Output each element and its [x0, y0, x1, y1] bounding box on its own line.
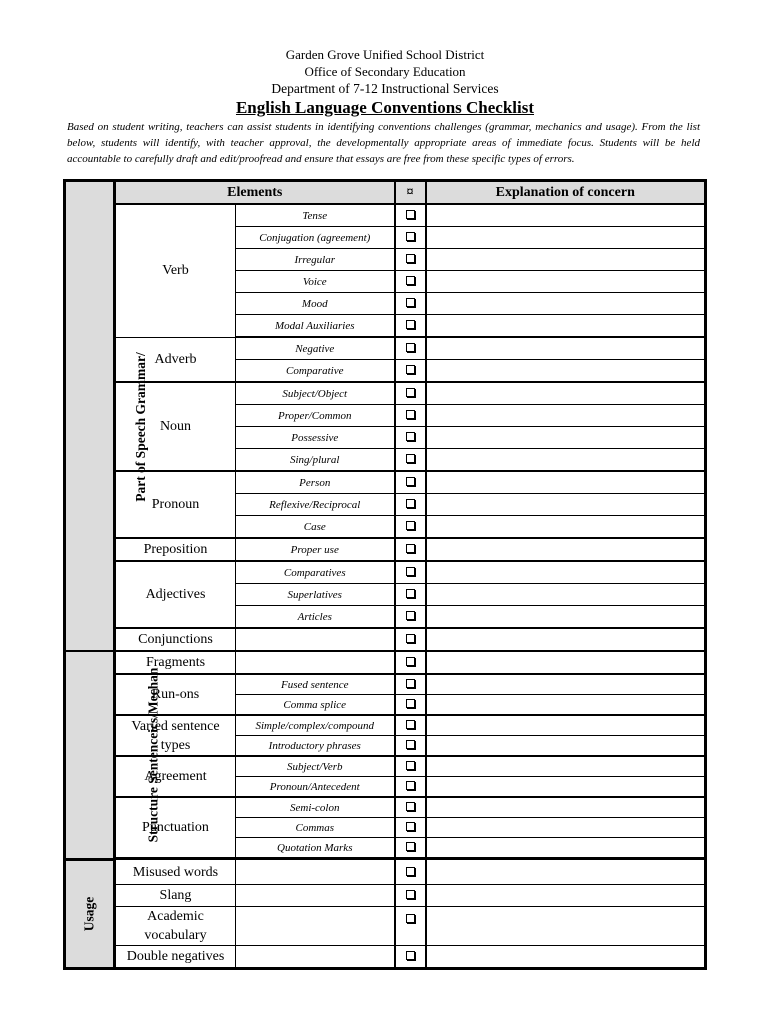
checkbox-icon: [406, 499, 415, 508]
sub-element: Proper/Common: [236, 405, 395, 427]
table-row: [65, 471, 706, 494]
sub-element: Conjugation (agreement): [236, 227, 395, 249]
element-adverb: Adverb: [115, 337, 236, 382]
checkbox[interactable]: [395, 227, 426, 249]
checkbox-icon: [406, 589, 415, 598]
checkbox[interactable]: [395, 885, 426, 907]
explanation-cell[interactable]: [426, 538, 706, 561]
checkbox-icon: [406, 298, 415, 307]
explanation-header: Explanation of concern: [426, 181, 706, 205]
explanation-cell[interactable]: [426, 204, 706, 227]
checkbox-icon: [406, 781, 415, 790]
sub-element: Subject/Object: [236, 382, 395, 405]
sub-element: Pronoun/Antecedent: [236, 777, 395, 798]
explanation-cell[interactable]: [426, 561, 706, 584]
sub-element: [236, 860, 395, 885]
checkbox-icon: [406, 761, 415, 770]
explanation-cell[interactable]: [426, 606, 706, 629]
element-adjectives: Adjectives: [115, 561, 236, 628]
category-header-cell: [65, 181, 115, 205]
category-grammar-label: Part of Speech Grammar/: [132, 352, 148, 502]
explanation-cell[interactable]: [426, 516, 706, 539]
explanation-cell[interactable]: [426, 695, 706, 716]
checkbox[interactable]: [395, 561, 426, 584]
checkbox-icon: [406, 388, 415, 397]
checkbox-icon: [406, 720, 415, 729]
table-row: [65, 382, 706, 405]
explanation-cell[interactable]: [426, 271, 706, 293]
explanation-cell[interactable]: [426, 885, 706, 907]
sub-element: Tense: [236, 204, 395, 227]
checkbox-icon: [406, 276, 415, 285]
conventions-checklist-table: [63, 179, 707, 970]
checkbox-icon: [406, 611, 415, 620]
checkbox-icon: [406, 454, 415, 463]
category-usage-label: Usage: [81, 896, 97, 932]
sub-element: Introductory phrases: [236, 736, 395, 757]
sub-element: [236, 651, 395, 674]
element-run-ons: Run-ons: [115, 674, 236, 715]
element-punctuation: Punctuation: [115, 797, 236, 858]
checkbox-icon: [406, 521, 415, 530]
sub-element: [236, 885, 395, 907]
sub-element: Negative: [236, 337, 395, 360]
sub-element: Modal Auxiliaries: [236, 315, 395, 338]
department-name: Department of 7-12 Instructional Services: [271, 81, 499, 96]
sub-element: Reflexive/Reciprocal: [236, 494, 395, 516]
checkbox[interactable]: [395, 427, 426, 449]
table-row: [65, 946, 706, 969]
element-fragments: Fragments: [115, 651, 236, 674]
sub-element: Sing/plural: [236, 449, 395, 472]
sub-element: [236, 946, 395, 969]
checkbox-icon: [406, 951, 415, 960]
checkbox[interactable]: [395, 405, 426, 427]
sub-element: Semi-colon: [236, 797, 395, 818]
element-preposition: Preposition: [115, 538, 236, 561]
table-row: [65, 860, 706, 885]
explanation-cell[interactable]: [426, 471, 706, 494]
category-mechanics: [65, 651, 161, 860]
checkbox[interactable]: [395, 695, 426, 716]
element-agreement: Agreement: [115, 756, 236, 797]
checkbox[interactable]: [395, 715, 426, 736]
explanation-cell[interactable]: [426, 756, 706, 777]
checkbox[interactable]: [395, 838, 426, 859]
checkbox-icon: [406, 867, 415, 876]
checkbox-icon: [406, 320, 415, 329]
sub-element: Proper use: [236, 538, 395, 561]
checkbox[interactable]: [395, 249, 426, 271]
checkbox-icon: [406, 432, 415, 441]
sub-element: Commas: [236, 818, 395, 838]
explanation-cell[interactable]: [426, 797, 706, 818]
sub-element: Subject/Verb: [236, 756, 395, 777]
table-row: [65, 628, 706, 651]
checkbox-icon: [406, 699, 415, 708]
checkbox[interactable]: [395, 797, 426, 818]
explanation-cell[interactable]: [426, 427, 706, 449]
sub-element: Fused sentence: [236, 674, 395, 695]
checkbox[interactable]: [395, 628, 426, 651]
explanation-cell[interactable]: [426, 818, 706, 838]
checkbox[interactable]: [395, 471, 426, 494]
checkbox[interactable]: [395, 736, 426, 757]
checkbox-icon: [406, 210, 415, 219]
element-varied-sentence-types: Varied sentence types: [115, 715, 236, 756]
elements-header: Elements: [115, 181, 395, 205]
explanation-cell[interactable]: [426, 736, 706, 757]
checkbox[interactable]: [395, 293, 426, 315]
checkbox-icon: [406, 410, 415, 419]
explanation-cell[interactable]: [426, 382, 706, 405]
sub-element: Possessive: [236, 427, 395, 449]
explanation-cell[interactable]: [426, 860, 706, 885]
table-row: [65, 651, 706, 674]
explanation-cell[interactable]: [426, 449, 706, 472]
checkbox[interactable]: [395, 337, 426, 360]
checkbox-icon: [406, 567, 415, 576]
sub-element: [236, 628, 395, 651]
explanation-cell[interactable]: [426, 494, 706, 516]
explanation-cell[interactable]: [426, 946, 706, 969]
checkbox[interactable]: [395, 315, 426, 338]
sub-element: Comparatives: [236, 561, 395, 584]
explanation-cell[interactable]: [426, 907, 706, 946]
sub-element: Comparative: [236, 360, 395, 383]
element-academic-vocabulary: Academic vocabulary: [115, 907, 236, 946]
checkbox[interactable]: [395, 382, 426, 405]
checkbox[interactable]: [395, 538, 426, 561]
sub-element: [236, 907, 395, 946]
checkbox[interactable]: [395, 777, 426, 798]
sub-element: Person: [236, 471, 395, 494]
checkbox[interactable]: [395, 860, 426, 885]
checkbox-icon: [406, 544, 415, 553]
table-row: [65, 538, 706, 561]
checkbox-icon: [406, 890, 415, 899]
explanation-cell[interactable]: [426, 405, 706, 427]
checkbox-icon: [406, 232, 415, 241]
checkbox[interactable]: [395, 674, 426, 695]
sub-element: Comma splice: [236, 695, 395, 716]
checkbox-icon: [406, 822, 415, 831]
checkbox[interactable]: [395, 907, 426, 946]
checkbox-icon: [406, 657, 415, 666]
sub-element: Superlatives: [236, 584, 395, 606]
checkbox[interactable]: [395, 271, 426, 293]
checkbox[interactable]: [395, 516, 426, 539]
checkbox-icon: [406, 842, 415, 851]
table-row: [65, 561, 706, 584]
sub-element: Voice: [236, 271, 395, 293]
explanation-cell[interactable]: [426, 360, 706, 383]
table-row: [65, 885, 706, 907]
element-verb: Verb: [115, 204, 236, 337]
district-name: Garden Grove Unified School District: [285, 47, 485, 62]
checkbox-icon: [406, 254, 415, 263]
checkbox-icon: [406, 679, 415, 688]
office-name: Office of Secondary Education: [304, 64, 466, 79]
category-usage: [65, 860, 115, 969]
sub-element: Mood: [236, 293, 395, 315]
explanation-cell[interactable]: [426, 715, 706, 736]
element-noun: Noun: [115, 382, 236, 471]
explanation-cell[interactable]: [426, 584, 706, 606]
checkbox-icon: [406, 914, 415, 923]
intro-paragraph: Based on student writing, teachers can assist students in identifying conventions challenges (grammar, mechanics and usage). From the list below, students will identify, with teacher approval, the developmentally appropriate areas of immediate focus. Students will be held accountable to carefully draft and edit/proofread and ensure that essays are free from these specific types of errors.: [67, 121, 700, 165]
checkbox[interactable]: [395, 946, 426, 969]
sub-element: Articles: [236, 606, 395, 629]
checkbox-icon: [406, 477, 415, 486]
checkbox[interactable]: [395, 651, 426, 674]
checkbox[interactable]: [395, 584, 426, 606]
checkbox[interactable]: [395, 360, 426, 383]
category-grammar: [65, 204, 148, 651]
explanation-cell[interactable]: [426, 674, 706, 695]
checkbox-icon: [406, 634, 415, 643]
explanation-cell[interactable]: [426, 293, 706, 315]
checkbox[interactable]: [395, 204, 426, 227]
explanation-cell[interactable]: [426, 315, 706, 338]
page-title: English Language Conventions Checklist: [235, 98, 535, 117]
sub-element: Irregular: [236, 249, 395, 271]
explanation-cell[interactable]: [426, 777, 706, 798]
element-double-negatives: Double negatives: [115, 946, 236, 969]
sub-element: Quotation Marks: [236, 838, 395, 859]
sub-element: Simple/complex/compound: [236, 715, 395, 736]
checkbox-icon: [406, 343, 415, 352]
explanation-cell[interactable]: [426, 628, 706, 651]
element-pronoun: Pronoun: [115, 471, 236, 538]
checkbox-icon: [406, 740, 415, 749]
explanation-cell[interactable]: [426, 227, 706, 249]
table-header-row: [65, 181, 706, 205]
element-slang: Slang: [115, 885, 236, 907]
element-conjunctions: Conjunctions: [115, 628, 236, 651]
explanation-cell[interactable]: [426, 838, 706, 859]
category-mechanics-label: Structure Sentenceics/Mechan: [145, 667, 161, 843]
element-misused-words: Misused words: [115, 860, 236, 885]
table-row: [65, 204, 706, 227]
explanation-cell[interactable]: [426, 249, 706, 271]
explanation-cell[interactable]: [426, 651, 706, 674]
checkbox[interactable]: [395, 606, 426, 629]
checkbox-icon: [406, 365, 415, 374]
sub-element: Case: [236, 516, 395, 539]
checkbox[interactable]: [395, 494, 426, 516]
table-row: [65, 337, 706, 360]
table-row: [65, 907, 706, 946]
checkbox-icon: [406, 802, 415, 811]
checkbox[interactable]: [395, 756, 426, 777]
check-header: ¤: [395, 181, 426, 205]
checkbox[interactable]: [395, 449, 426, 472]
checkbox[interactable]: [395, 818, 426, 838]
explanation-cell[interactable]: [426, 337, 706, 360]
